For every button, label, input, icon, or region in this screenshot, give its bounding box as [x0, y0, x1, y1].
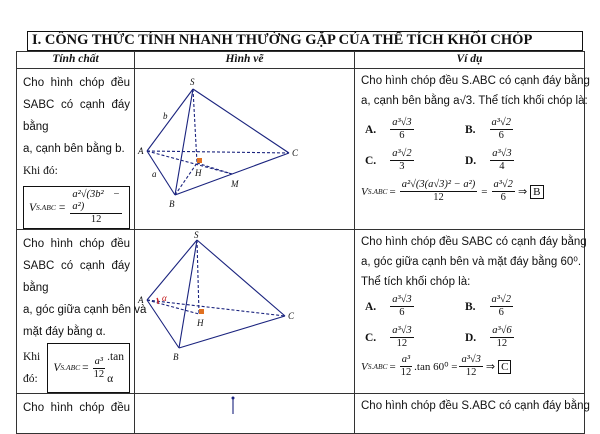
header-example: Ví dụ [355, 52, 585, 69]
header-figure: Hình vẽ [135, 52, 355, 69]
property-line: mặt đáy bằng α. [23, 326, 106, 338]
option-d[interactable]: D. $\frac{\text{a³√3}}{4}$ [465, 148, 512, 172]
property-line: Cho hình chóp đều [23, 238, 130, 250]
example-cell [355, 394, 590, 434]
table-row [17, 69, 585, 230]
point-label-h: H [195, 168, 202, 178]
table-row [17, 394, 585, 434]
pyramid-figure [135, 69, 353, 221]
property-cell [17, 394, 135, 434]
property-line: Khi đó: [23, 165, 58, 177]
property-cell [17, 69, 135, 230]
figure-cell [135, 230, 355, 394]
example-line: Cho hình chóp đều SABC có cạnh đáy bằng [361, 236, 587, 248]
vertex-label-b: B [169, 199, 175, 209]
option-d[interactable]: D. $\frac{\text{a³√6}}{12}$ [465, 325, 512, 349]
table-header-row [17, 52, 585, 69]
figure-cell [135, 394, 355, 434]
property-line: Cho hình chóp đều [23, 402, 130, 414]
vertex-label-c: C [288, 311, 295, 321]
property-line: Cho hình chóp đều [23, 77, 130, 89]
answer-badge: C [498, 360, 511, 374]
vertex-label-s: S [190, 77, 195, 87]
figure-cell [135, 69, 355, 230]
answer-badge: B [530, 185, 543, 199]
point-label-h: H [197, 318, 204, 328]
formula-table [16, 51, 590, 434]
edge-label-a: a [152, 169, 157, 179]
property-cell [17, 230, 147, 394]
angle-label-alpha: α [162, 293, 167, 303]
vertex-label-a: A [138, 295, 144, 305]
answer-options [361, 117, 580, 173]
edge-label-b: b [163, 111, 168, 121]
example-line: Cho hình chóp đều S.ABC có cạnh đáy bằng [361, 400, 590, 412]
property-line: a, cạnh bên bằng b. [23, 143, 125, 155]
volume-formula: V S.ABC = $\frac{\text{a²√(3b² − a²)}}{12}$ [23, 186, 130, 229]
pyramid-figure [135, 230, 353, 382]
volume-formula: V S.ABC = $\frac{\text{a³}}{12}$ .tan α [47, 343, 130, 393]
table-row [17, 230, 585, 394]
example-cell [355, 69, 590, 230]
option-a[interactable]: A. $\frac{\text{a³√3}}{6}$ [365, 294, 412, 318]
option-b[interactable]: B. $\frac{\text{a³√2}}{6}$ [465, 294, 511, 318]
vertex-label-b: B [173, 352, 179, 362]
vertex-label-c: C [292, 148, 299, 158]
point-label-m: M [231, 179, 239, 189]
example-line: Thể tích khối chóp là: [361, 276, 471, 288]
header-property: Tính chất [17, 52, 135, 69]
vertex-label-a: A [138, 146, 144, 156]
example-line: a, cạnh bên bằng a√3. Thể tích khối chóp là: [361, 95, 588, 107]
vertex-label-s: S [194, 230, 199, 240]
option-b[interactable]: B. $\frac{\text{a³√2}}{6}$ [465, 117, 511, 141]
option-a[interactable]: A. $\frac{\text{a³√3}}{6}$ [365, 117, 412, 141]
example-line: a, góc giữa cạnh bên và mặt đáy bằng 60⁰. [361, 256, 582, 268]
property-line: Khi đó: [23, 351, 41, 385]
solution-formula: V S.ABC = $\frac{\text{a²√(3(a√3)² − a²)}}{12}$ = $\frac{\text{a³√2}}{6}$ ⇒ B [361, 179, 580, 204]
property-line: SABC có cạnh đáy bằng [23, 99, 130, 133]
property-line: a, góc giữa cạnh bên và [23, 304, 147, 316]
pyramid-figure [135, 394, 353, 414]
option-c[interactable]: C. $\frac{\text{a³√3}}{12}$ [365, 325, 412, 349]
solution-formula: V S.ABC = $\frac{\text{a³}}{12}$ .tan 60⁰ = $\frac{\text{a³√3}}{12}$ ⇒ C [361, 354, 580, 379]
property-line: SABC có cạnh đáy bằng [23, 260, 130, 294]
example-cell [355, 230, 585, 394]
section-title: I. CÔNG THỨC TÍNH NHANH THƯỜNG GẶP CỦA THỂ TÍCH KHỐI CHÓP [27, 31, 583, 51]
option-c[interactable]: C. $\frac{\text{a³√2}}{3}$ [365, 148, 412, 172]
answer-options [361, 294, 580, 350]
example-line: Cho hình chóp đều S.ABC có cạnh đáy bằng [361, 75, 590, 87]
